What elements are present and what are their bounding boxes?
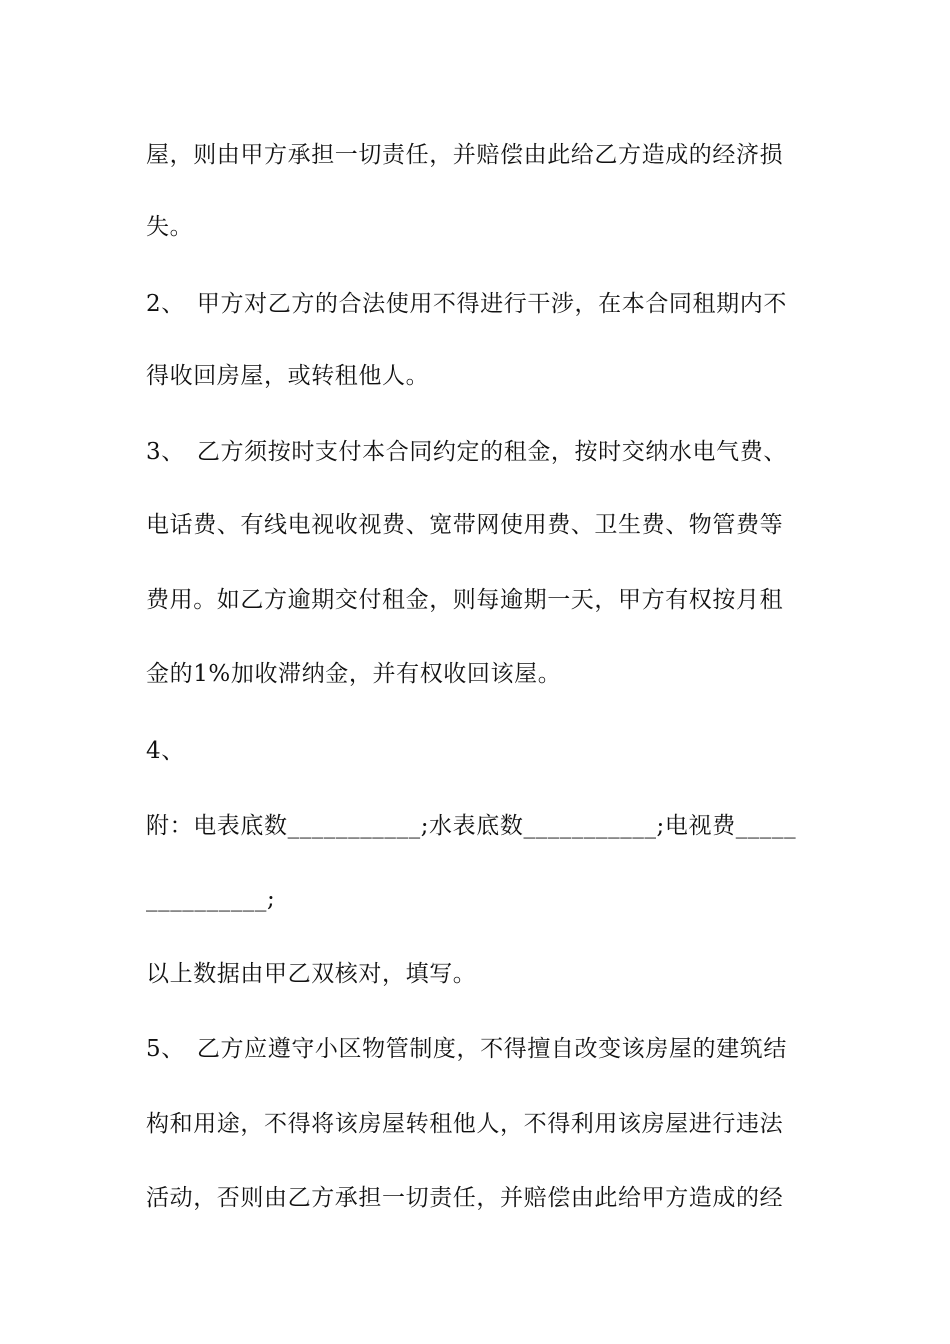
text-line: 3、 乙方须按时支付本合同约定的租金，按时交纳水电气费、 (146, 439, 787, 465)
text-line: 4、 (146, 738, 185, 764)
text-line: 附：电表底数___________;水表底数___________;电视费_____ (146, 813, 797, 839)
text-line: 金的1%加收滞纳金，并有权收回该屋。 (146, 661, 562, 687)
text-line: 电话费、有线电视收视费、宽带网使用费、卫生费、物管费等 (146, 512, 784, 538)
text-line: 5、 乙方应遵守小区物管制度，不得擅自改变该房屋的建筑结 (146, 1036, 787, 1062)
text-line: 构和用途，不得将该房屋转租他人，不得利用该房屋进行违法 (146, 1111, 784, 1137)
text-line: 以上数据由甲乙双核对，填写。 (146, 961, 477, 987)
text-line: __________; (146, 886, 276, 912)
text-line: 屋，则由甲方承担一切责任，并赔偿由此给乙方造成的经济损 (146, 142, 784, 168)
text-line: 失。 (146, 214, 194, 240)
text-line: 得收回房屋，或转租他人。 (146, 363, 430, 389)
text-line: 费用。如乙方逾期交付租金，则每逾期一天，甲方有权按月租 (146, 587, 784, 613)
text-line: 2、 甲方对乙方的合法使用不得进行干涉，在本合同租期内不 (146, 291, 787, 317)
text-line: 活动，否则由乙方承担一切责任，并赔偿由此给甲方造成的经 (146, 1185, 784, 1211)
